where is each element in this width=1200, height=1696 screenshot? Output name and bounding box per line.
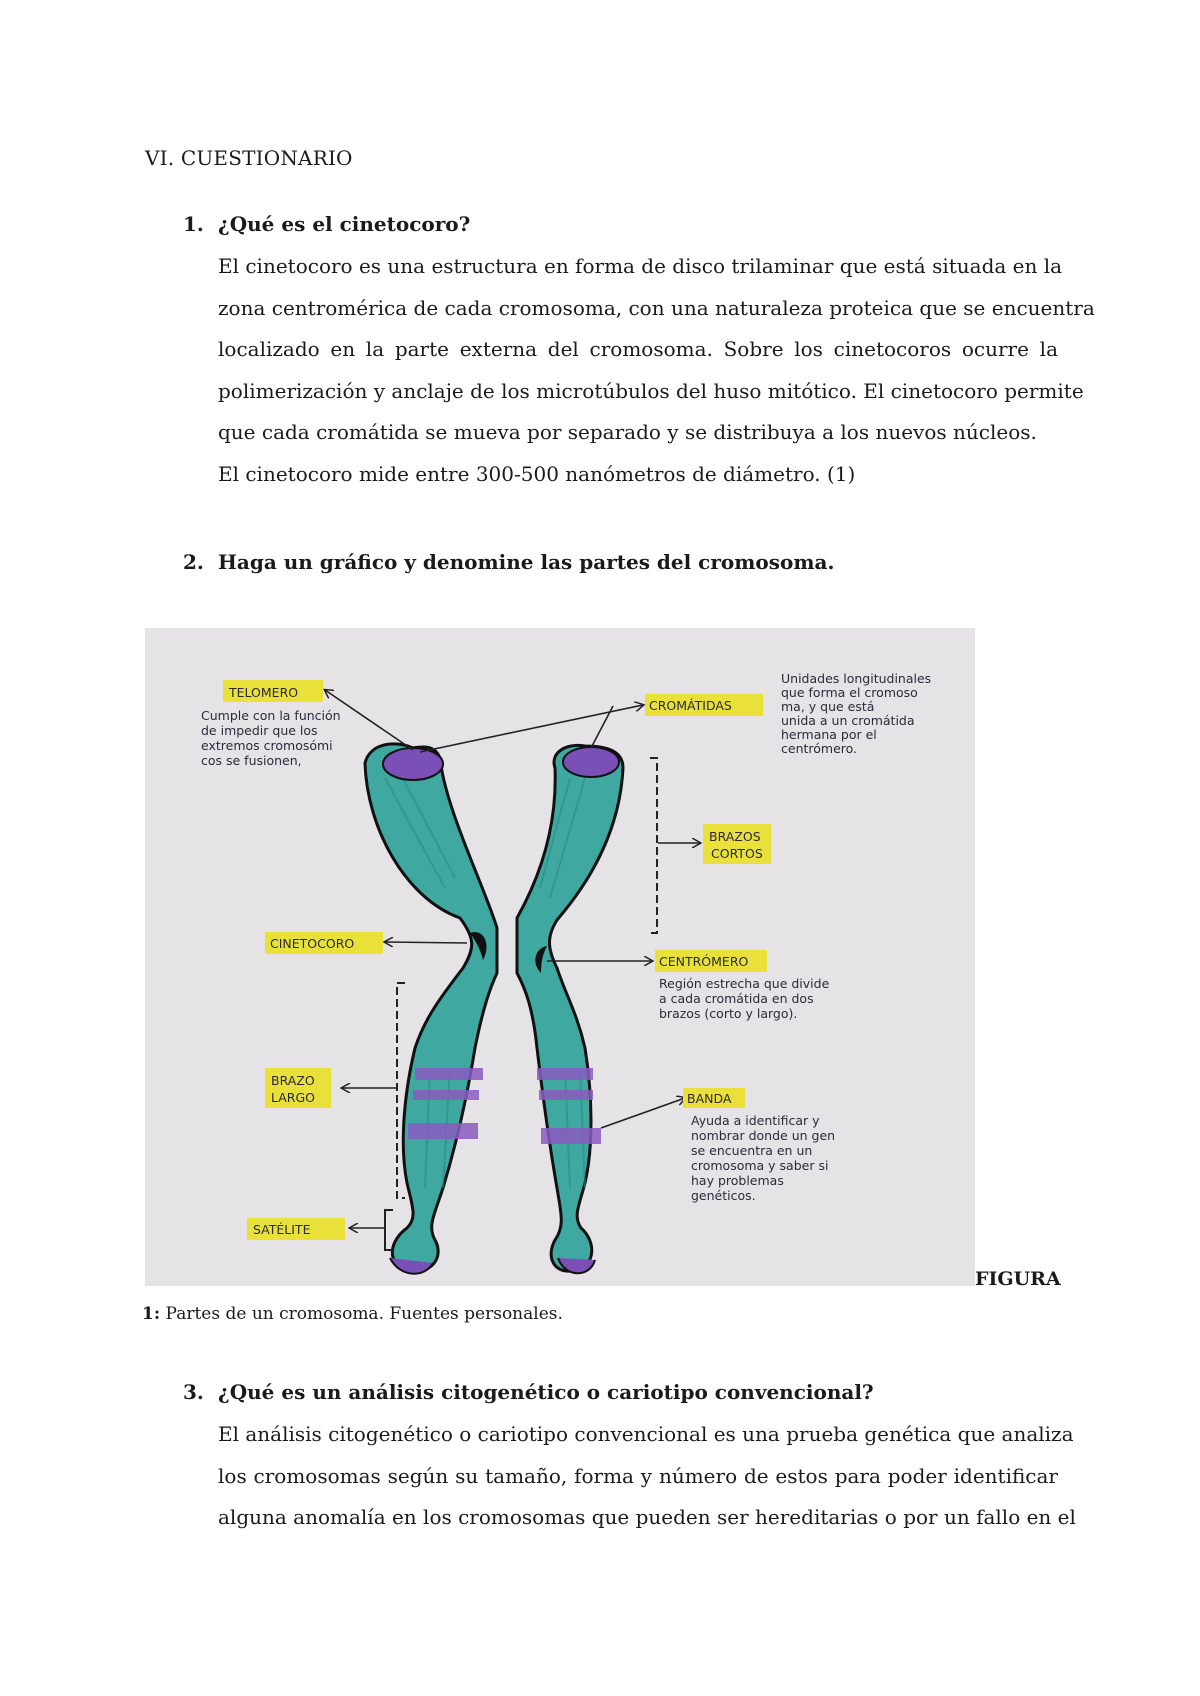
figure-caption [142,1304,563,1324]
question-3-number: 3. [183,1380,204,1404]
question-2-title: Haga un gráfico y denomine las partes del cromosoma. [218,550,835,574]
chromosome-figure [145,628,975,1286]
label-cromatidas: CROMÁTIDAS [649,698,732,713]
answer-line: localizado en la parte externa del cromosoma. Sobre los cinetocoros ocurre la [218,337,1058,361]
label-brazo-largo: BRAZO LARGO [271,1073,316,1105]
question-3-title: ¿Qué es un análisis citogenético o cariotipo convencional? [218,1380,874,1404]
banda-desc: Ayuda a identificar y nombrar donde un gen se encuentra en un cromosoma y saber si hay problemas genéticos. [691,1113,836,1203]
right-chromatid [517,745,623,1271]
figure-caption-text: Partes de un cromosoma. Fuentes personales. [160,1304,563,1324]
answer-line: polimerización y anclaje de los microtúbulos del huso mitótico. El cinetocoro permite [218,378,1084,403]
question-1-title: ¿Qué es el cinetocoro? [218,212,471,236]
label-cinetocoro: CINETOCORO [270,936,355,951]
section-heading: VI. CUESTIONARIO [145,146,353,170]
label-banda: BANDA [687,1091,732,1106]
answer-line: alguna anomalía en los cromosomas que pueden ser hereditarias o por un fallo en el [218,1505,1076,1529]
question-1-answer [218,246,1095,495]
question-2-number: 2. [183,550,204,574]
left-chromatid [365,744,497,1271]
answer-line: zona centromérica de cada cromosoma, con una naturaleza proteica que se encuentra [218,295,1095,320]
question-1-number: 1. [183,212,204,236]
label-centromero: CENTRÓMERO [659,954,749,969]
label-brazos-cortos: BRAZOS CORTOS [709,829,763,861]
figure-caption-label: FIGURA [975,1268,1061,1290]
label-telomero: TELOMERO [229,685,299,700]
answer-line: El análisis citogenético o cariotipo convencional es una prueba genética que analiza [218,1422,1074,1446]
answer-line: los cromosomas según su tamaño, forma y número de estos para poder identificar [218,1463,1058,1488]
left-telomere [383,748,443,780]
figure-number: 1: [142,1304,161,1324]
centromero-desc: Región estrecha que divide a cada cromátida en dos brazos (corto y largo). [659,976,830,1021]
right-telomere [563,747,619,777]
chromosome-drawing [145,628,975,1286]
answer-line: que cada cromátida se mueva por separado y se distribuya a los nuevos núcleos. [218,420,1037,444]
answer-line: El cinetocoro es una estructura en forma de disco trilaminar que está situada en la [218,254,1063,278]
question-3-answer [218,1414,1076,1539]
telomero-desc: Cumple con la función de impedir que los extremos cromosómi cos se fusionen, [201,708,341,768]
cromatidas-desc: Unidades longitudinales que forma el cromoso ma, y que está unida a un cromátida hermana por el centrómero. [781,671,932,756]
answer-line: El cinetocoro mide entre 300-500 nanómetros de diámetro. (1) [218,461,856,486]
label-satelite: SATÉLITE [253,1222,311,1237]
